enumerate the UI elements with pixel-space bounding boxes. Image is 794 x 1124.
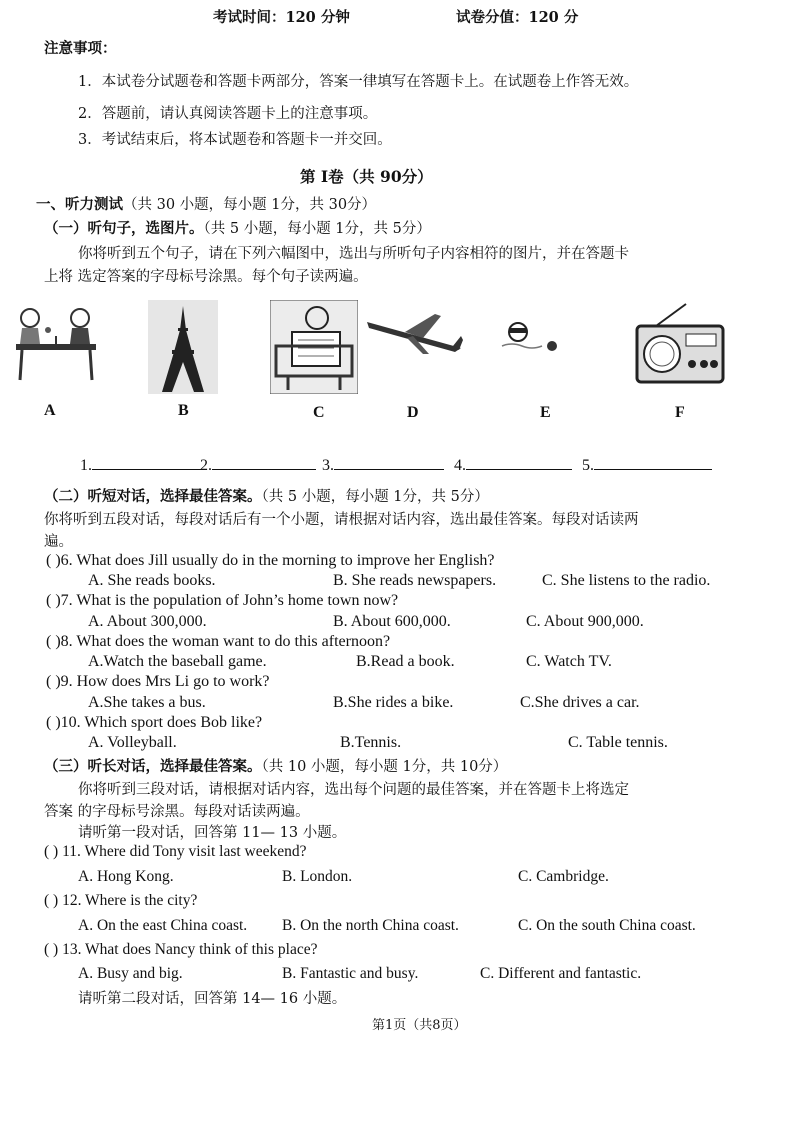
dialogue-2-note: 请听第二段对话，回答第 14— 16 小题。: [78, 991, 347, 1007]
question-11-option-b[interactable]: B. London.: [282, 868, 353, 885]
part-2-header: [44, 485, 489, 506]
question-12-option-b[interactable]: B. On the north China coast.: [282, 917, 459, 934]
part-1-instruction-1: 你将听到五个句子，请在下列六幅图中，选出与所听句子内容相符的图片，并在答题卡: [78, 246, 629, 262]
part-1-header: [44, 217, 431, 238]
question-7-option-a[interactable]: A. About 300,000.: [88, 613, 207, 630]
answer-blank-3[interactable]: 3.: [322, 455, 444, 475]
part-1-title: （一）听句子，选图片。: [44, 220, 204, 237]
picture-label-a: A: [44, 402, 56, 419]
notes-item-3: 3．考试结束后，将本试题卷和答题卡一并交回。: [78, 132, 392, 148]
part-1-instruction-2: 上将 选定答案的字母标号涂黑。每个句子读两遍。: [44, 269, 368, 285]
question-8-option-a[interactable]: A.Watch the baseball game.: [88, 653, 267, 670]
question-9-option-b[interactable]: B.She rides a bike.: [333, 694, 454, 711]
question-9-option-c[interactable]: C.She drives a car.: [520, 694, 640, 711]
picture-label-d: D: [407, 404, 419, 421]
dialogue-1-note: 请听第一段对话，回答第 11— 13 小题。: [78, 825, 347, 841]
picture-label-c: C: [313, 404, 325, 421]
question-10-option-a[interactable]: A. Volleyball.: [88, 734, 177, 751]
part-3-title: （三）听长对话，选择最佳答案。: [44, 758, 262, 775]
question-7-stem: ( )7. What is the population of John’s home town now?: [46, 592, 399, 609]
airplane-icon: [365, 308, 465, 358]
man-reading-newspaper-icon: [270, 300, 358, 394]
question-9-option-a[interactable]: A.She takes a bus.: [88, 694, 206, 711]
section-1-header: [36, 193, 376, 214]
part-3-info: （共 10 小题，每小题 1分，共 10分）: [261, 759, 508, 775]
radio-icon: [634, 302, 726, 386]
notes-title: 注意事项：: [44, 40, 117, 57]
part-2-instruction-2: 遍。: [44, 534, 73, 550]
section-1-title: 一、听力测试: [36, 196, 123, 213]
part-3-header: [44, 755, 507, 776]
question-11-stem: ( ) 11. Where did Tony visit last weekend?: [44, 843, 307, 860]
answer-blank-4[interactable]: 4.: [454, 455, 572, 475]
question-6-option-b[interactable]: B. She reads newspapers.: [333, 572, 497, 589]
exam-time: 考试时间：120 分钟: [213, 9, 350, 26]
question-13-stem: ( ) 13. What does Nancy think of this place?: [44, 941, 318, 958]
question-6-option-a[interactable]: A. She reads books.: [88, 572, 216, 589]
eiffel-tower-icon: [148, 300, 218, 394]
answer-blank-5[interactable]: 5.: [582, 455, 712, 475]
question-10-option-c[interactable]: C. Table tennis.: [568, 734, 668, 751]
question-13-option-c[interactable]: C. Different and fantastic.: [480, 965, 642, 982]
picture-label-b: B: [178, 402, 189, 419]
section-1-info: （共 30 小题，每小题 1分，共 30分）: [123, 197, 377, 213]
picture-label-f: F: [675, 404, 685, 421]
question-11-option-c[interactable]: C. Cambridge.: [518, 868, 609, 885]
part-2-instruction-1: 你将听到五段对话，每段对话后有一个小题，请根据对话内容，选出最佳答案。每段对话读两: [44, 512, 639, 528]
question-13-option-b[interactable]: B. Fantastic and busy.: [282, 965, 419, 982]
question-8-stem: ( )8. What does the woman want to do this afternoon?: [46, 633, 391, 650]
question-7-option-b[interactable]: B. About 600,000.: [333, 613, 451, 630]
question-10-stem: ( )10. Which sport does Bob like?: [46, 714, 263, 731]
question-11-option-a[interactable]: A. Hong Kong.: [78, 868, 174, 885]
volume-title: 第 I卷（共 90分）: [300, 167, 433, 186]
page-number: 第1页（共8页）: [372, 1018, 467, 1033]
question-7-option-c[interactable]: C. About 900,000.: [526, 613, 644, 630]
picture-label-e: E: [540, 404, 551, 421]
person-swimming-icon: [500, 312, 570, 358]
answer-blank-2[interactable]: 2.: [200, 455, 316, 475]
question-12-option-a[interactable]: A. On the east China coast.: [78, 917, 248, 934]
question-12-option-c[interactable]: C. On the south China coast.: [518, 917, 696, 934]
question-6-stem: ( )6. What does Jill usually do in the morning to improve her English?: [46, 552, 495, 569]
question-9-stem: ( )9. How does Mrs Li go to work?: [46, 673, 270, 690]
question-12-stem: ( ) 12. Where is the city?: [44, 892, 198, 909]
question-6-option-c[interactable]: C. She listens to the radio.: [542, 572, 711, 589]
question-13-option-a[interactable]: A. Busy and big.: [78, 965, 183, 982]
table-tennis-players-icon: [8, 300, 102, 384]
notes-item-1: 1．本试卷分试题卷和答题卡两部分，答案一律填写在答题卡上。在试题卷上作答无效。: [78, 74, 639, 90]
exam-score: 试卷分值：120 分: [456, 9, 579, 26]
question-8-option-c[interactable]: C. Watch TV.: [526, 653, 612, 670]
notes-item-2: 2．答题前，请认真阅读答题卡上的注意事项。: [78, 106, 378, 122]
part-3-instruction-1: 你将听到三段对话，请根据对话内容，选出每个问题的最佳答案，并在答题卡上将选定: [78, 782, 629, 798]
answer-blank-1[interactable]: 1.: [80, 455, 206, 475]
question-10-option-b[interactable]: B.Tennis.: [340, 734, 402, 751]
part-2-title: （二）听短对话，选择最佳答案。: [44, 488, 262, 505]
question-8-option-b[interactable]: B.Read a book.: [356, 653, 455, 670]
part-1-info: （共 5 小题，每小题 1分，共 5分）: [203, 221, 431, 237]
part-2-info: （共 5 小题，每小题 1分，共 5分）: [261, 489, 489, 505]
part-3-instruction-2: 答案 的字母标号涂黑。每段对话读两遍。: [44, 804, 310, 820]
